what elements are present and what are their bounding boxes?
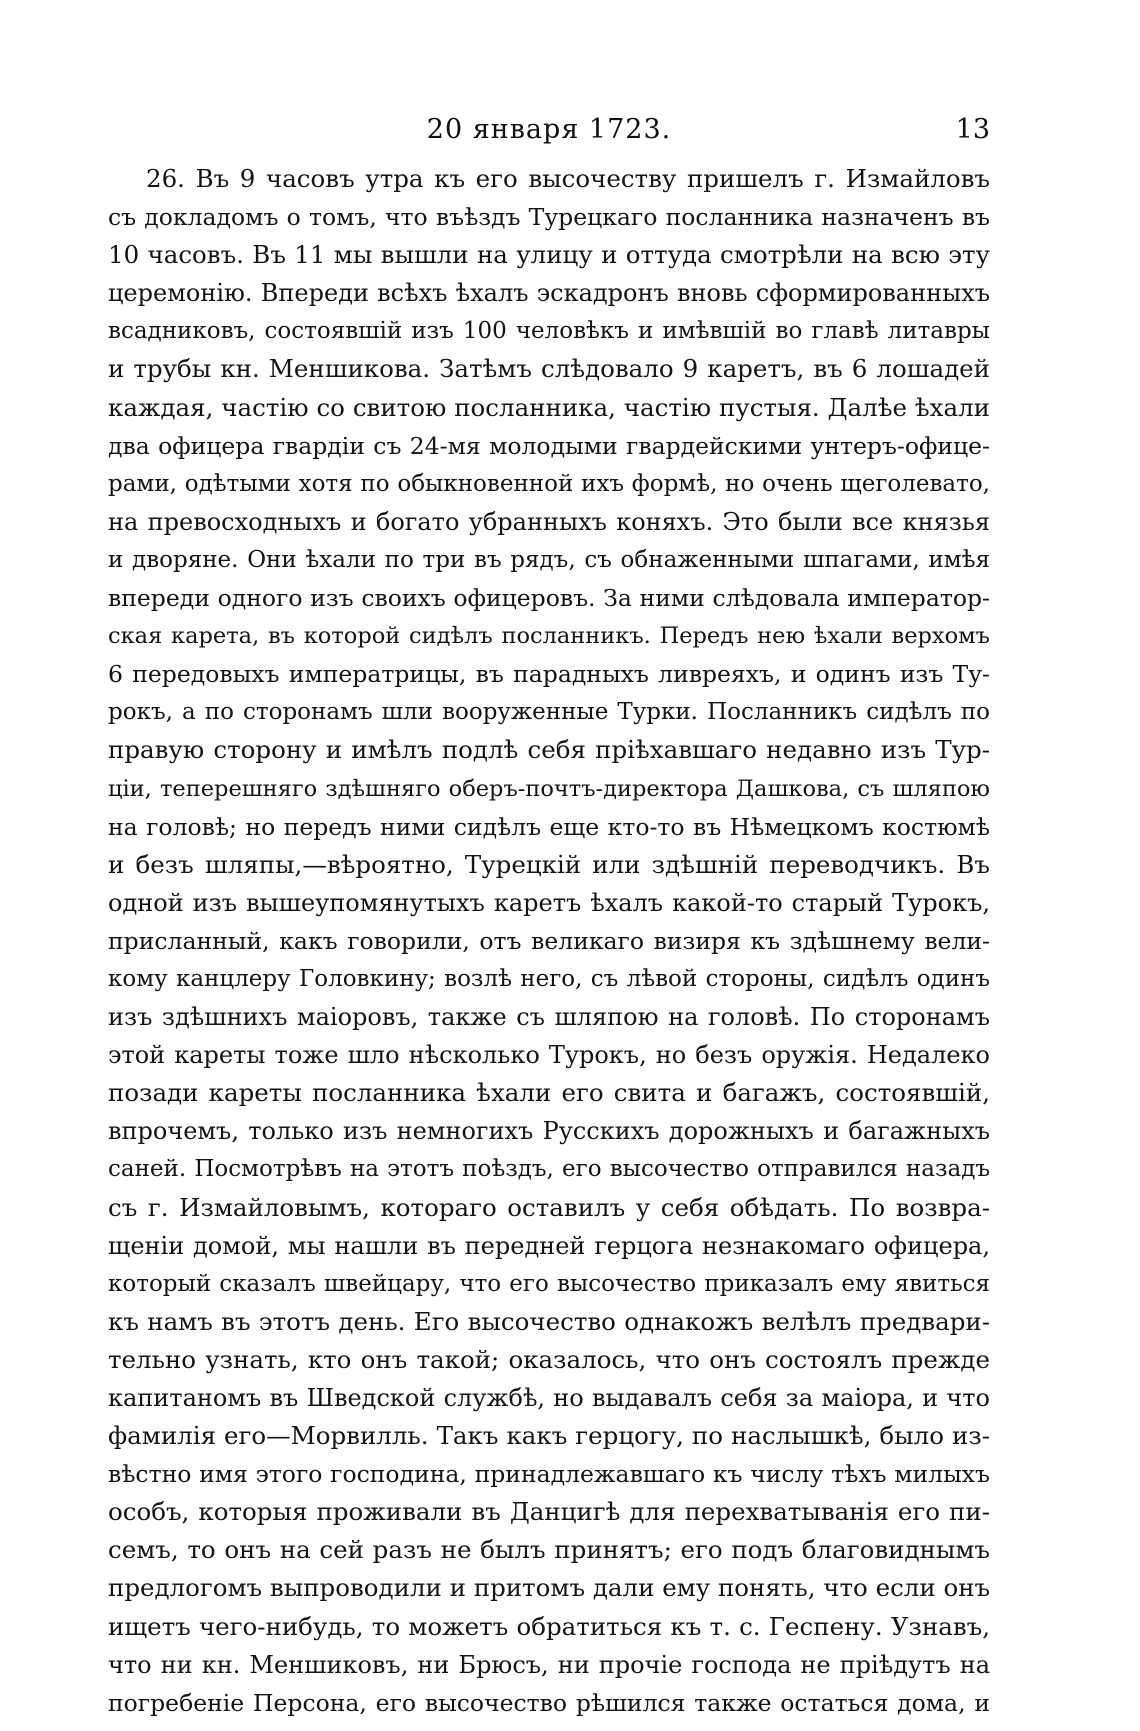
text-line: кому канцлеру Головкину; возлѣ него, съ лѣвой стороны, сидѣлъ одинъ (108, 965, 990, 992)
text-line: и трубы кн. Меншикова. Затѣмъ слѣдовало 9 каретъ, въ 6 лошадей (108, 354, 990, 384)
text-line: впереди одного изъ своихъ офицеровъ. За ними слѣдовала император- (108, 584, 990, 613)
text-line: одной изъ вышеупомянутыхъ каретъ ѣхалъ какой-то старый Турокъ, (108, 888, 990, 917)
text-line: вѣстно имя этого господина, принадлежавшаго къ числу тѣхъ милыхъ (108, 1460, 990, 1489)
text-line: каждая, частію со свитою посланника, частію пустыя. Далѣе ѣхали (108, 392, 990, 422)
text-line: что ни кн. Меншиковъ, ни Брюсъ, ни прочіе господа не пріѣдутъ на (108, 1650, 990, 1679)
text-line: фамилія его—Морвилль. Такъ какъ герцогу, по наслышкѣ, было из- (108, 1421, 990, 1451)
text-line: впрочемъ, только изъ немногихъ Русскихъ дорожныхъ и багажныхъ (108, 1117, 990, 1146)
text-line: саней. Посмотрѣвъ на этотъ поѣздъ, его высочество отправился назадъ (108, 1156, 990, 1183)
text-line: рами, одѣтыми хотя по обыкновенной ихъ формѣ, но очень щеголевато, (108, 470, 990, 497)
text-line: тельно узнать, кто онъ такой; оказалось, что онъ состоялъ прежде (108, 1344, 990, 1374)
text-line: особъ, которыя проживали въ Данцигѣ для перехватыванія его пи- (108, 1497, 990, 1527)
text-line: присланный, какъ говорили, отъ великаго визиря къ здѣшнему вели- (108, 926, 990, 955)
text-line: капитаномъ въ Шведской службѣ, но выдавалъ себя за маіора, и что (108, 1384, 990, 1412)
text-line: ищетъ чего-нибудь, то можетъ обратиться къ т. с. Геспену. Узнавъ, (108, 1611, 990, 1641)
text-line: и дворяне. Они ѣхали по три въ рядъ, съ обнаженными шпагами, имѣя (108, 546, 990, 573)
text-line: на превосходныхъ и богато убранныхъ коняхъ. Это были все князья (108, 507, 990, 536)
text-line: съ докладомъ о томъ, что въѣздъ Турецкаго посланника назначенъ въ (108, 203, 990, 232)
text-line: съ г. Измайловымъ, котораго оставилъ у себя обѣдать. По возвра- (108, 1192, 990, 1222)
text-line: къ намъ въ этотъ день. Его высочество однакожъ велѣлъ предвари- (108, 1306, 990, 1336)
text-line: погребеніе Персона, его высочество рѣшился также остаться дома, и (108, 1688, 990, 1717)
text-line: позади кареты посланника ѣхали его свита и багажъ, состоявшій, (108, 1078, 990, 1108)
text-line: 26. Въ 9 часовъ утра къ его высочеству пришелъ г. Измайловъ (146, 164, 990, 193)
text-line: церемонію. Впереди всѣхъ ѣхалъ эскадронъ вновь сформированныхъ (108, 279, 990, 308)
page-number: 13 (955, 114, 990, 145)
text-line: щеніи домой, мы нашли въ передней герцога незнакомаго офицера, (108, 1231, 990, 1260)
text-line: семъ, то онъ на сей разъ не былъ принятъ; его подъ благовиднымъ (108, 1535, 990, 1565)
page-header (108, 112, 990, 152)
text-line: этой кареты тоже шло нѣсколько Турокъ, но безъ оружія. Недалеко (108, 1041, 990, 1070)
running-head: 20 января 1723. (426, 114, 672, 145)
text-line: и безъ шляпы,—вѣроятно, Турецкій или здѣшній переводчикъ. Въ (108, 849, 990, 879)
text-line: рокъ, а по сторонамъ шли вооруженные Турки. Посланникъ сидѣлъ по (108, 699, 990, 726)
text-line: изъ здѣшнихъ маіоровъ, также съ шляпою на головѣ. По сторонамъ (108, 1003, 990, 1032)
text-line: правую сторону и имѣлъ подлѣ себя пріѣхавшаго недавно изъ Тур- (108, 735, 990, 765)
text-line: два офицера гвардіи съ 24-мя молодыми гвардейскими унтеръ-офице- (108, 431, 990, 460)
text-line: 6 передовыхъ императрицы, въ парадныхъ ливреяхъ, и одинъ изъ Ту- (108, 660, 990, 689)
text-line: 10 часовъ. Въ 11 мы вышли на улицу и оттуда смотрѣли на всю эту (108, 240, 990, 270)
text-line: на головѣ; но передъ ними сидѣлъ еще кто-то въ Нѣмецкомъ костюмѣ (108, 812, 990, 841)
text-line: ціи, теперешняго здѣшняго оберъ-почтъ-директора Дашкова, съ шляпою (108, 775, 990, 802)
text-line: всадниковъ, состоявшій изъ 100 человѣкъ и имѣвшій во главѣ литавры (108, 318, 990, 345)
body-text (108, 160, 990, 1722)
text-line: ская карета, въ которой сидѣлъ посланникъ. Передъ нею ѣхали верхомъ (108, 623, 990, 650)
text-line: предлогомъ выпроводили и притомъ дали ему понять, что если онъ (108, 1573, 990, 1603)
text-line: который сказалъ швейцару, что его высочество приказалъ ему явиться (108, 1270, 990, 1297)
